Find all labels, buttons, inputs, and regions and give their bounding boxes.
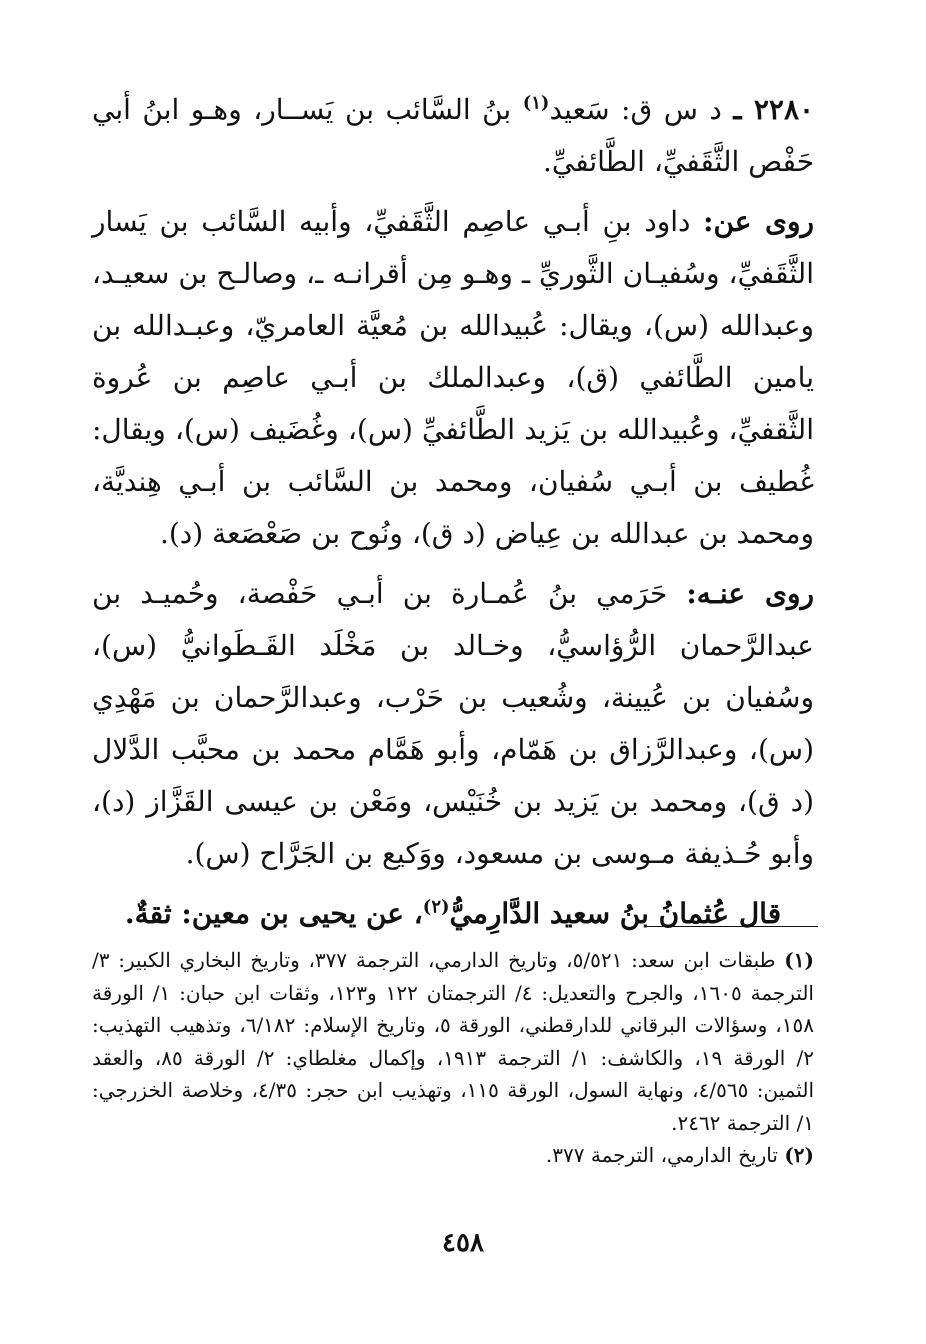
footnote-2-text: تاريخ الدارمي، الترجمة ٣٧٧. — [545, 1143, 778, 1167]
footnote-1-marker: (١) — [784, 948, 814, 972]
page-number: ٤٥٨ — [442, 1228, 484, 1258]
footnote-1-text: طبقات ابن سعد: ٥/٥٢١، وتاريخ الدارمي، الترجمة ٣٧٧، وتاريخ البخاري الكبير: ٣/ الترجمة ١٦٠٥، والجرح والتعديل: ٤/ الترجمتان ١٢٢ و١٢٣، وثقات ابن حبان: ١/ الورقة ١٥٨، وسؤالات البرقاني للدارقطني، الورقة ٥، وتاريخ الإسلام: ٦/١٨٢، وتذهيب التهذيب: ٢/ الورقة ١٩، والكاشف: ١/ الترجمة ١٩١٣، وإكمال مغلطاي: ٢/ الورقة ٨٥، والعقد الثمين: ٤/٥٦٥، ونهاية السول، الورقة ١١٥، وتهذيب ابن حجر: ٤/٣٥، وخلاصة الخزرجي: ١/ الترجمة ٢٤٦٢. — [92, 948, 815, 1135]
closing-statement — [92, 888, 814, 940]
narrated-from-label: روى عن: — [703, 205, 814, 238]
entry-header-rest: بنُ السَّائب بن يَســار، وهـو ابنُ أبي حَفْص الثَّقَفيِّ، الطَّائفيِّ. — [92, 93, 814, 178]
footnote-1 — [92, 944, 814, 1139]
narrated-from-paragraph — [92, 196, 814, 560]
narrated-by-label: روى عنـه: — [686, 577, 814, 610]
narrated-by-paragraph — [92, 568, 814, 880]
footnotes — [92, 944, 814, 1172]
biography-entry — [92, 84, 814, 940]
entry-heading — [92, 84, 814, 188]
narrated-by-text: حَرَمي بنُ عُمـارة بن أبـي حَفْصة، وحُميـد بن عبدالرَّحمان الرُّؤاسيُّ، وخـالد بن مَخْلَد القَـطَوانيُّ (س)، وسُفيان بن عُيينة، وشُعيب بن حَرْب، وعبدالرَّحمان بن مَهْدِي (س)، وعبدالرَّزاق بن هَمّام، وأبو هَمَّام محمد بن محبَّب الدَّلال (د ق)، ومحمد بن يَزيد بن خُنَيْس، ومَعْن بن عيسى القَزَّاز (د)، وأبو حُـذيفة مـوسى بن مسعود، ووَكيع بن الجَرَّاح (س). — [92, 577, 814, 870]
entry-number: ٢٢٨٠ ـ — [733, 93, 815, 126]
narrated-from-text: داود بنِ أبـي عاصِم الثَّقَفيِّ، وأبيه السَّائب بن يَسار الثَّقَفيِّ، وسُفيـان الثَّوريِّ ـ وهـو مِن أقرانـه ـ، وصالـح بن سعيـد، وعبدالله (س)، ويقال: عُبيدالله بن مُعيَّة العامريّ، وعبـدالله بن يامين الطَّائفي (ق)، وعبدالملك بن أبـي عاصِم بن عُروة الثَّقفيِّ، وعُبيدالله بن يَزيد الطَّائفيِّ (س)، وغُضَيف (س)، ويقال: غُطيف بن أبـي سُفيان، ومحمد بن السَّائب بن أبـي هِنديَّة، ومحمد بن عبدالله بن عِياض (د ق)، ونُوح بن صَعْصَعة (د). — [92, 205, 814, 550]
closing-before: قال عُثمانُ بنُ سعيد الدَّارِميُّ — [449, 897, 782, 930]
footnote-2 — [92, 1139, 814, 1172]
footnote-separator — [644, 926, 818, 927]
footnote-ref-2: (٢) — [422, 896, 450, 918]
footnote-ref-1: (١) — [522, 92, 550, 114]
closing-after: ، عن يحيى بن معين: ثقةٌ. — [124, 897, 423, 930]
footnote-2-marker: (٢) — [784, 1143, 814, 1167]
entry-header: د س ق: سَعيد — [549, 93, 722, 126]
